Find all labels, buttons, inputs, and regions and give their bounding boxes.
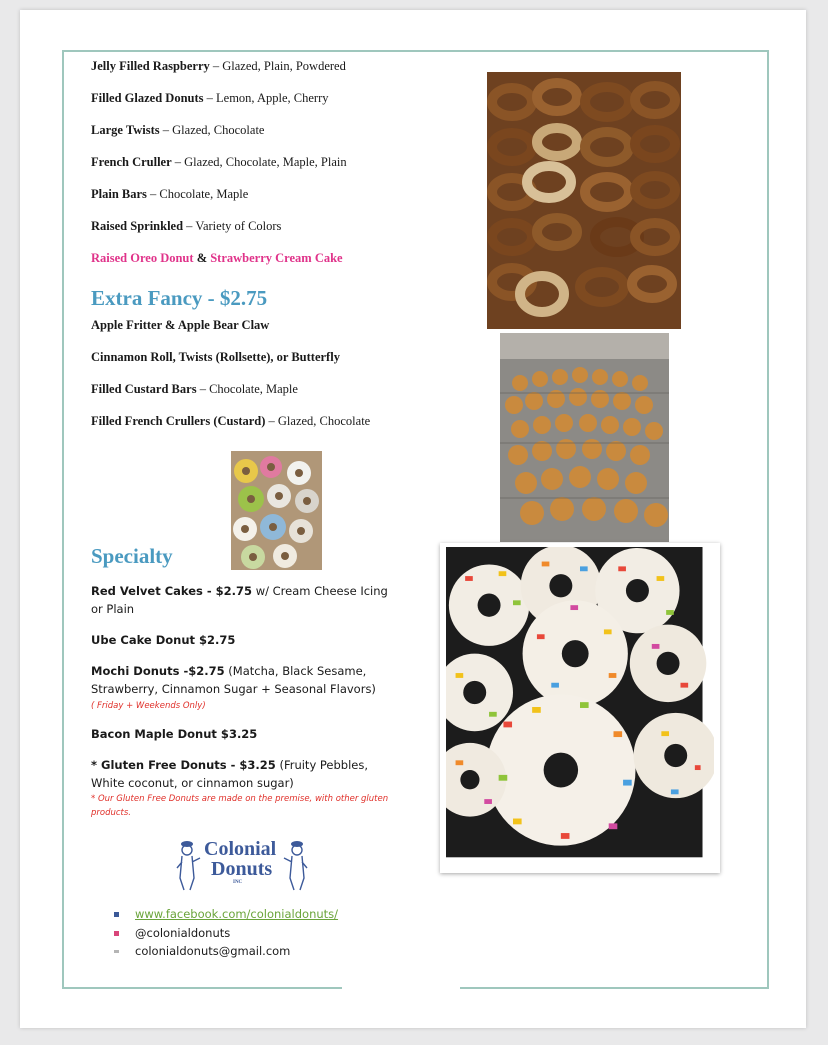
specialty-heading: Specialty — [91, 544, 173, 568]
menu-item — [91, 414, 370, 429]
item-name: Ube Cake Donut $2.75 — [91, 633, 236, 647]
item-name: Plain Bars — [91, 187, 147, 201]
item-price: - $2.75 — [202, 584, 253, 598]
mochi-item — [91, 662, 391, 698]
item-options: – Variety of Colors — [183, 219, 282, 233]
bacon-item — [91, 725, 391, 743]
frame-border — [767, 50, 769, 989]
email-address[interactable]: colonialdonuts@gmail.com — [135, 944, 291, 958]
extra-fancy-heading: Extra Fancy - $2.75 — [91, 286, 268, 310]
item-name: Mochi Donuts — [91, 664, 180, 678]
menu-item — [91, 219, 281, 234]
item-options: – Glazed, Plain, Powdered — [209, 59, 346, 73]
frame-border — [62, 50, 64, 989]
donut-holes-photo — [500, 333, 669, 542]
item-name: Cinnamon Roll, Twists (Rollsette), or Butterfly — [91, 350, 340, 364]
facebook-icon — [114, 912, 119, 917]
mail-icon — [114, 950, 119, 953]
logo-sub: INC — [233, 880, 243, 885]
item-options: – Chocolate, Maple — [146, 187, 249, 201]
menu-item — [91, 155, 347, 170]
glazed-crullers-photo — [487, 72, 681, 329]
logo-line-1: Colonial — [204, 838, 277, 860]
menu-item — [91, 123, 264, 138]
item-name: Filled French Crullers (Custard) — [91, 414, 266, 428]
item-options: (Matcha, Black Sesame, Strawberry, Cinnamon Sugar + Seasonal Flavors) — [91, 664, 376, 696]
instagram-handle[interactable]: @colonialdonuts — [135, 926, 231, 940]
menu-item — [91, 59, 346, 74]
facebook-row — [114, 907, 338, 921]
special-item-line — [91, 251, 343, 266]
item-name: Jelly Filled Raspberry — [91, 59, 210, 73]
gluten-free-item — [91, 756, 391, 792]
item-price: - $3.25 — [226, 758, 276, 772]
logo-line-2: Donuts — [211, 858, 273, 880]
item-price: -$2.75 — [179, 664, 225, 678]
item-name: French Cruller — [91, 155, 172, 169]
email-row — [114, 944, 290, 958]
item-options: – Glazed, Chocolate, Maple, Plain — [171, 155, 347, 169]
frame-border — [62, 50, 769, 52]
frame-border — [460, 987, 769, 989]
ube-item — [91, 631, 391, 649]
menu-item — [91, 91, 329, 106]
menu-item — [91, 318, 269, 333]
item-options: – Chocolate, Maple — [196, 382, 298, 396]
ampersand: & — [193, 251, 211, 265]
item-name: Bacon Maple Donut $3.25 — [91, 727, 258, 741]
item-name: * Gluten Free Donuts — [91, 758, 227, 772]
item-name: Apple Fritter & Apple Bear Claw — [91, 318, 270, 332]
menu-item — [91, 187, 248, 202]
menu-item — [91, 350, 340, 365]
instagram-icon — [114, 931, 119, 936]
item-options: (Fruity Pebbles, White coconut, or cinnamon sugar) — [91, 758, 369, 790]
item-name: Red Velvet Cakes — [91, 584, 203, 598]
menu-item — [91, 382, 298, 397]
item-name: Filled Custard Bars — [91, 382, 197, 396]
colonial-donuts-logo — [176, 838, 308, 892]
item-options: – Glazed, Chocolate — [265, 414, 371, 428]
oreo-donut: Raised Oreo Donut — [91, 251, 194, 265]
item-options: w/ Cream Cheese Icing or Plain — [91, 584, 388, 616]
sprinkle-donuts-photo — [231, 451, 322, 570]
facebook-link[interactable]: www.facebook.com/colonialdonuts/ — [135, 907, 339, 921]
red-velvet-item — [91, 582, 391, 618]
item-name: Filled Glazed Donuts — [91, 91, 204, 105]
item-name: Raised Sprinkled — [91, 219, 184, 233]
gluten-free-note: * Our Gluten Free Donuts are made on the premise, with other gluten products. — [91, 794, 389, 818]
item-name: Large Twists — [91, 123, 160, 137]
fruity-pebbles-donuts-photo — [440, 543, 720, 873]
item-options: – Glazed, Chocolate — [159, 123, 265, 137]
item-options: – Lemon, Apple, Cherry — [203, 91, 329, 105]
mochi-note: ( Friday + Weekends Only) — [91, 701, 206, 711]
strawberry-cream-cake: Strawberry Cream Cake — [210, 251, 343, 265]
frame-border — [62, 987, 342, 989]
instagram-row — [114, 926, 230, 940]
